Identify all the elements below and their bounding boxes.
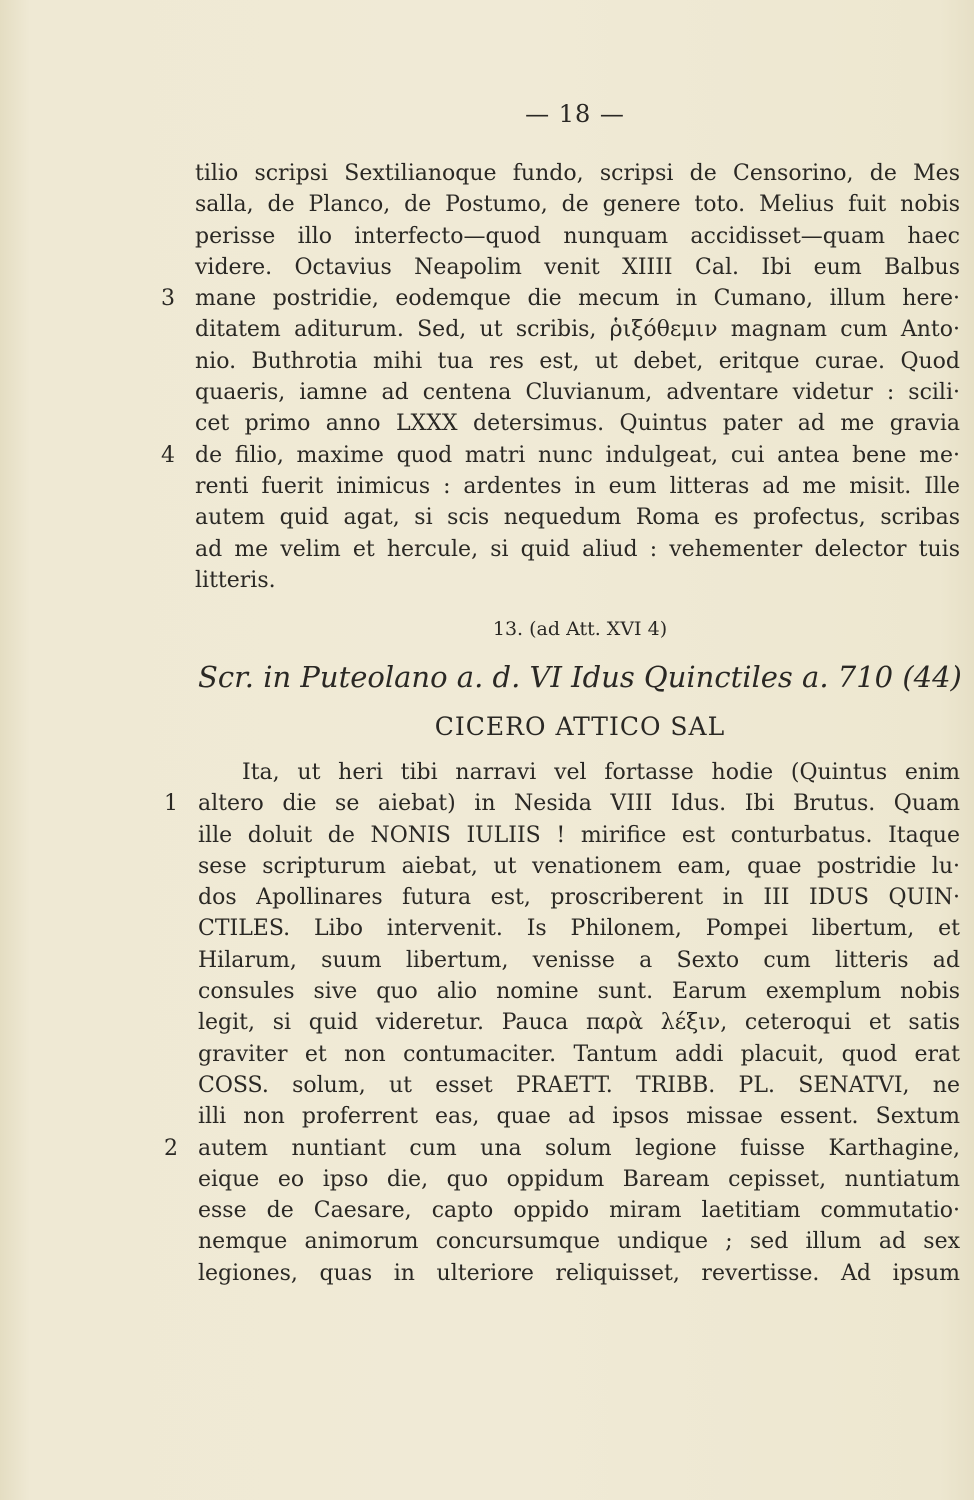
text-line-content: litteris.	[195, 567, 276, 593]
text-line-content: COSS. solum, ut esset PRAETT. TRIBB. PL. SENATVI, ne	[198, 1072, 960, 1098]
text-line	[198, 913, 960, 944]
margin-section-number: 1	[164, 791, 178, 817]
text-line-content: Hilarum, suum libertum, venisse a Sexto cum litteris ad	[198, 947, 960, 973]
text-line-content: ille doluit de NONIS IULIIS ! mirifice est conturbatus. Itaque	[198, 822, 960, 848]
text-line-content: autem nuntiant cum una solum legione fuisse Karthagine,	[198, 1135, 960, 1161]
text-line	[198, 1133, 960, 1164]
text-line	[195, 471, 960, 502]
text-line-content: nemque animorum concursumque undique ; sed illum ad sex	[198, 1229, 960, 1255]
first-text-block	[161, 158, 960, 596]
text-line-content: mane postridie, eodemque die mecum in Cumano, illum here·	[195, 286, 960, 312]
margin-section-number: 4	[161, 442, 175, 468]
text-line-content: tilio scripsi Sextilianoque fundo, scripsi de Censorino, de Mes	[195, 161, 960, 186]
text-line-content: cet primo anno LXXX detersimus. Quintus pater ad me gravia	[195, 411, 960, 437]
text-line-content: Ita, ut heri tibi narravi vel fortasse hodie (Quintus enim	[242, 760, 960, 785]
text-line	[198, 882, 960, 913]
text-line	[198, 945, 960, 976]
text-line	[195, 440, 960, 471]
text-line	[195, 346, 960, 377]
text-line	[198, 1164, 960, 1195]
text-line-content: CTILES. Libo intervenit. Is Philonem, Pompei libertum, et	[198, 916, 960, 942]
text-line	[198, 788, 960, 819]
text-line-content: ad me velim et hercule, si quid aliud : vehementer delector tuis	[195, 536, 960, 562]
text-line-content: legit, si quid videretur. Pauca παρὰ λέξιν, ceteroqui et satis	[198, 1010, 960, 1036]
text-line	[195, 314, 960, 345]
text-line-content: dos Apollinares futura est, proscriberent in III IDUS QUIN·	[198, 885, 960, 911]
text-line-content: ditatem aditurum. Sed, ut scribis, ῥιξόθεμιν magnam cum Anto·	[195, 317, 960, 343]
text-line	[195, 189, 960, 220]
text-line	[198, 1258, 960, 1289]
second-text-block	[164, 757, 960, 1289]
text-line-content: legiones, quas in ulteriore reliquisset, revertisse. Ad ipsum	[198, 1260, 960, 1286]
text-line	[198, 820, 960, 851]
text-line	[198, 976, 960, 1007]
text-line	[198, 851, 960, 882]
text-line	[198, 1007, 960, 1038]
margin-section-number: 3	[161, 286, 175, 312]
salutation: CICERO ATTICO SAL	[434, 712, 726, 741]
text-line	[195, 283, 960, 314]
text-line-content: illi non proferrent eas, quae ad ipsos missae essent. Sextum	[198, 1104, 960, 1130]
text-line	[198, 1039, 960, 1070]
margin-section-number: 2	[164, 1135, 178, 1161]
text-line-content: graviter et non contumaciter. Tantum addi placuit, quod erat	[198, 1041, 960, 1067]
page-number: — 18 —	[525, 100, 625, 128]
text-line-content: nio. Buthrotia mihi tua res est, ut debet, eritque curae. Quod	[195, 348, 960, 374]
text-line-content: altero die se aiebat) in Nesida VIII Idus. Ibi Brutus. Quam	[198, 791, 960, 817]
text-line-content: sese scripturum aiebat, ut venationem eam, quae postridie lu·	[198, 853, 960, 879]
text-line	[195, 534, 960, 565]
date-heading: Scr. in Puteolano a. d. VI Idus Quinctiles a. 710 (44)	[198, 660, 962, 694]
text-line	[195, 221, 960, 252]
text-line-content: eique eo ipso die, quo oppidum Baream cepisset, nuntiatum	[198, 1166, 960, 1192]
text-line-content: perisse illo interfecto—quod nunquam accidisset—quam haec	[195, 223, 960, 249]
letter-number: 13. (ad Att. XVI 4)	[492, 618, 668, 640]
text-line	[195, 158, 960, 189]
text-line	[198, 1070, 960, 1101]
text-line-content: autem quid agat, si scis nequedum Roma es profectus, scribas	[195, 505, 960, 531]
text-line	[195, 565, 960, 596]
text-line	[195, 377, 960, 408]
text-line-content: salla, de Planco, de Postumo, de genere toto. Melius fuit nobis	[195, 192, 960, 218]
text-line-content: renti fuerit inimicus : ardentes in eum litteras ad me misit. Ille	[195, 473, 960, 499]
text-line	[198, 1195, 960, 1226]
text-line-content: videre. Octavius Neapolim venit XIIII Cal. Ibi eum Balbus	[195, 254, 960, 280]
text-line	[195, 502, 960, 533]
text-line-content: esse de Caesare, capto oppido miram laetitiam commutatio·	[198, 1198, 960, 1224]
text-line-content: de filio, maxime quod matri nunc indulgeat, cui antea bene me·	[195, 442, 960, 468]
text-line	[198, 1226, 960, 1257]
text-line-content: quaeris, iamne ad centena Cluvianum, adventare videtur : scili·	[195, 380, 960, 406]
text-line-content: consules sive quo alio nomine sunt. Earum exemplum nobis	[198, 979, 960, 1005]
